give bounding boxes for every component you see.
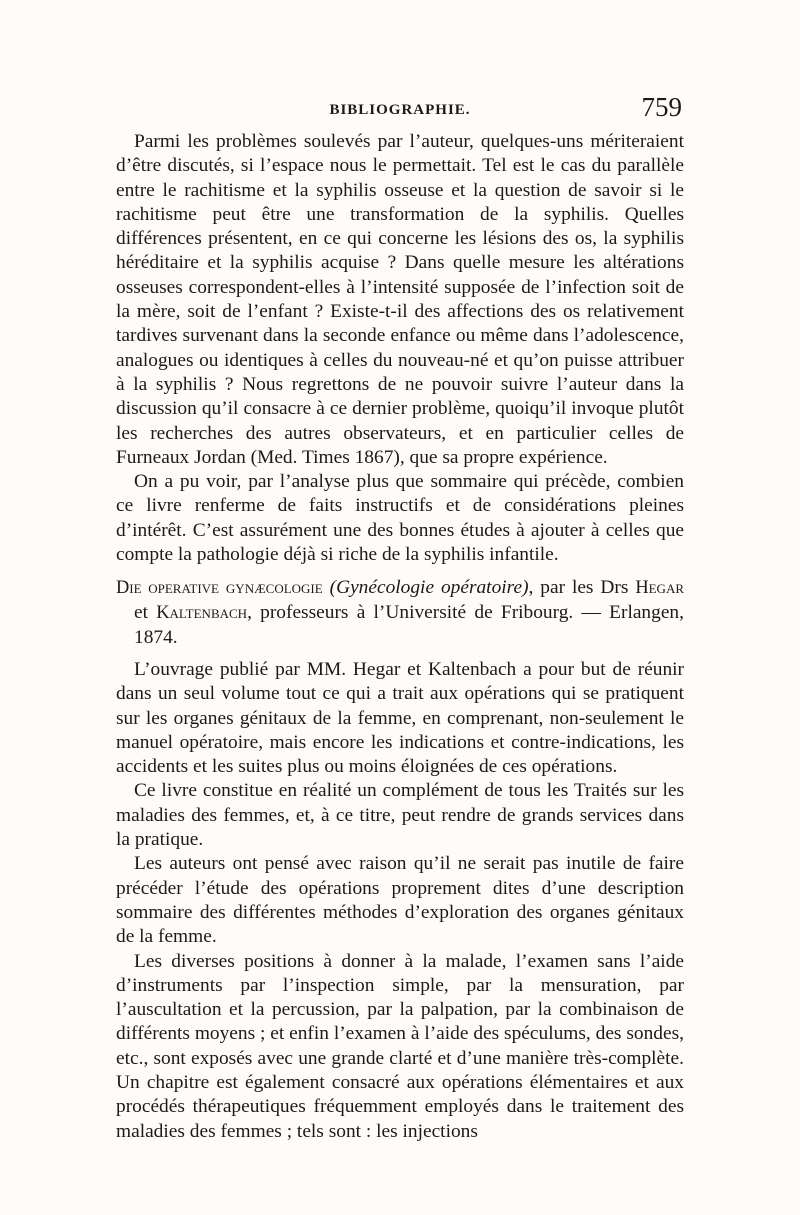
entry-title-part1: Die operative [116,577,220,597]
entry-title-part2: gynæcologie [225,577,323,597]
paragraph: Ce livre constitue en réalité un complément de tous les Traités sur les maladies des femmes, et, à ce titre, peut rendre de grands services dans la pratique. [116,780,684,851]
previous-review-conclusion [116,130,684,567]
paragraph: Parmi les problèmes soulevés par l’auteur, quelques-uns mériteraient d’être discutés, si l’espace nous le permettait. Tel est le cas du parallèle entre le rachitisme et la syphilis osseuse et la question de savoir si le rachitisme peut être une transformation de la syphilis. Quelles différences présentent, en ce qui concerne les lésions des os, la syphilis héréditaire et la syphilis acquise ? Dans quelle mesure les altérations osseuses correspondent-elles à l’intensité supposée de l’infection soit de la mère, soit de l’enfant ? Existe-t-il des affections des os relativement tardives survenant dans la seconde enfance ou même dans l’adolescence, analogues ou identiques à celles du nouveau-né et qu’on puisse attribuer à la syphilis ? Nous regrettons de ne pouvoir suivre l’auteur dans la discussion qu’il consacre à ce dernier problème, quoiqu’il invoque plutôt les recherches des autres observateurs, et en particulier celles de Furneaux Jordan (Med. Times 1867), que sa propre expérience. [116,131,684,468]
bibliographic-entry [116,575,684,650]
entry-by: , par les [528,577,594,598]
paragraph: Les diverses positions à donner à la malade, l’examen sans l’aide d’instruments par l’inspection simple, par la mensuration, par l’auscultation et la percussion, par la palpation, par la combinaison de différents moyens ; et enfin l’examen à l’aide des spéculums, des sondes, etc., sont exposés avec une grande clarté et d’une manière très-complète. Un chapitre est également consacré aux opérations élémentaires et aux procédés thérapeutiques fréquemment employés dans le traitement des maladies des femmes ; tels sont : les injections [116,950,684,1142]
entry-author2: Kaltenbach [156,602,248,623]
review-body [116,658,684,1144]
paragraph: Les auteurs ont pensé avec raison qu’il ne serait pas inutile de faire précéder l’étude des opérations proprement dites d’une description sommaire des différentes méthodes d’exploration des organes génitaux de la femme. [116,853,684,948]
running-title: BIBLIOGRAPHIE. [329,102,471,118]
page-number: 759 [641,92,682,122]
paragraph: On a pu voir, par l’analyse plus que sommaire qui précède, combien ce livre renferme de faits instructifs et de considérations pleines d’intérêt. C’est assurément une des bonnes études à ajouter à celles que compte la pathologie déjà si riche de la syphilis infantile. [116,471,684,566]
entry-translation: (Gynécologie opératoire) [329,577,529,598]
entry-heading [116,575,685,650]
entry-author1: Hegar [635,577,685,597]
entry-rest: , professeurs à l’Université de Fribourg. — Erlangen, 1874. [134,602,684,648]
running-head [116,92,684,126]
entry-drs: Drs [600,577,629,598]
entry-and: et [134,602,148,624]
paragraph: L’ouvrage publié par MM. Hegar et Kaltenbach a pour but de réunir dans un seul volume tout ce qui a trait aux opérations qui se pratiquent sur les organes génitaux de la femme, en comprenant, non-seulement le manuel opératoire, mais encore les indications et contre-indications, les accidents et les suites plus ou moins éloignées de ces opérations. [116,659,684,778]
